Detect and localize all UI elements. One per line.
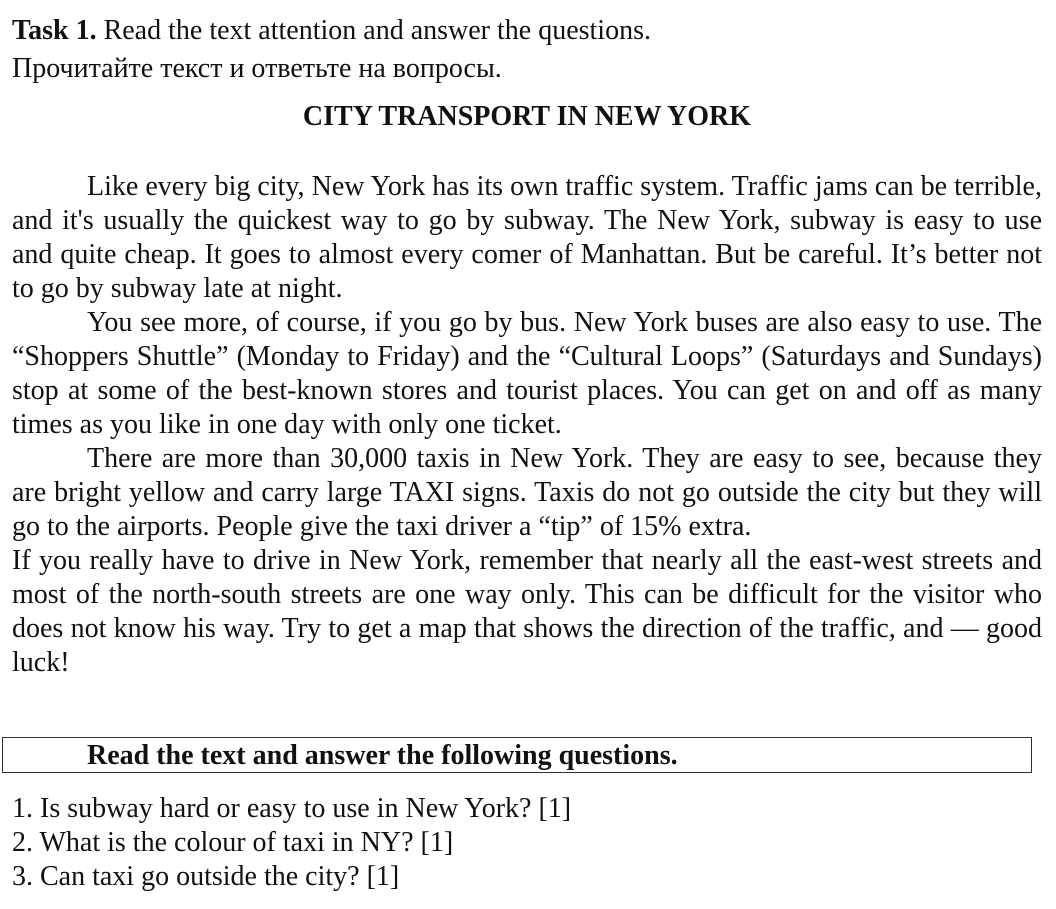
task-instruction <box>12 14 1042 52</box>
task-instruction-text: Read the text attention and answer the questions. <box>96 15 651 46</box>
task-instruction-russian: Прочитайте текст и ответьте на вопросы. <box>12 53 502 84</box>
questions-heading: Read the text and answer the following questions. <box>87 740 678 771</box>
task-label: Task 1. <box>12 15 97 46</box>
question-list <box>12 792 571 894</box>
worksheet-page <box>12 14 1042 680</box>
paragraph-taxi: There are more than 30,000 taxis in New York. They are easy to see, because they are bright yellow and carry large TAXI signs. Taxis do not go outside the city but they will go to the airports. People give the taxi driver a “tip” of 15% extra. <box>12 443 1042 542</box>
paragraph-driving: If you really have to drive in New York, remember that nearly all the east-west streets and most of the north-south streets are one way only. This can be difficult for the visitor who does not know his way. Try to get a map that shows the direction of the traffic, and — good luck! <box>12 545 1042 678</box>
article-body <box>12 170 1042 680</box>
paragraph-subway: Like every big city, New York has its own traffic system. Traffic jams can be terrible, and it's usually the quickest way to go by subway. The New York, subway is easy to use and quite cheap. It goes to almost every comer of Manhattan. But be careful. It’s better not to go by subway late at night. <box>12 171 1042 304</box>
question-item: 3. Can taxi go outside the city? [1] <box>12 861 400 892</box>
question-item: 2. What is the colour of taxi in NY? [1] <box>12 827 454 858</box>
article-title: CITY TRANSPORT IN NEW YORK <box>302 101 752 132</box>
paragraph-bus: You see more, of course, if you go by bus. New York buses are also easy to use. The “Shoppers Shuttle” (Monday to Friday) and the “Cultural Loops” (Saturdays and Sundays) stop at some of the best-known stores and tourist places. You can get on and off as many times as you like in one day with only one ticket. <box>12 307 1042 440</box>
question-item: 1. Is subway hard or easy to use in New York? [1] <box>12 793 572 824</box>
questions-heading-box <box>2 737 1032 773</box>
